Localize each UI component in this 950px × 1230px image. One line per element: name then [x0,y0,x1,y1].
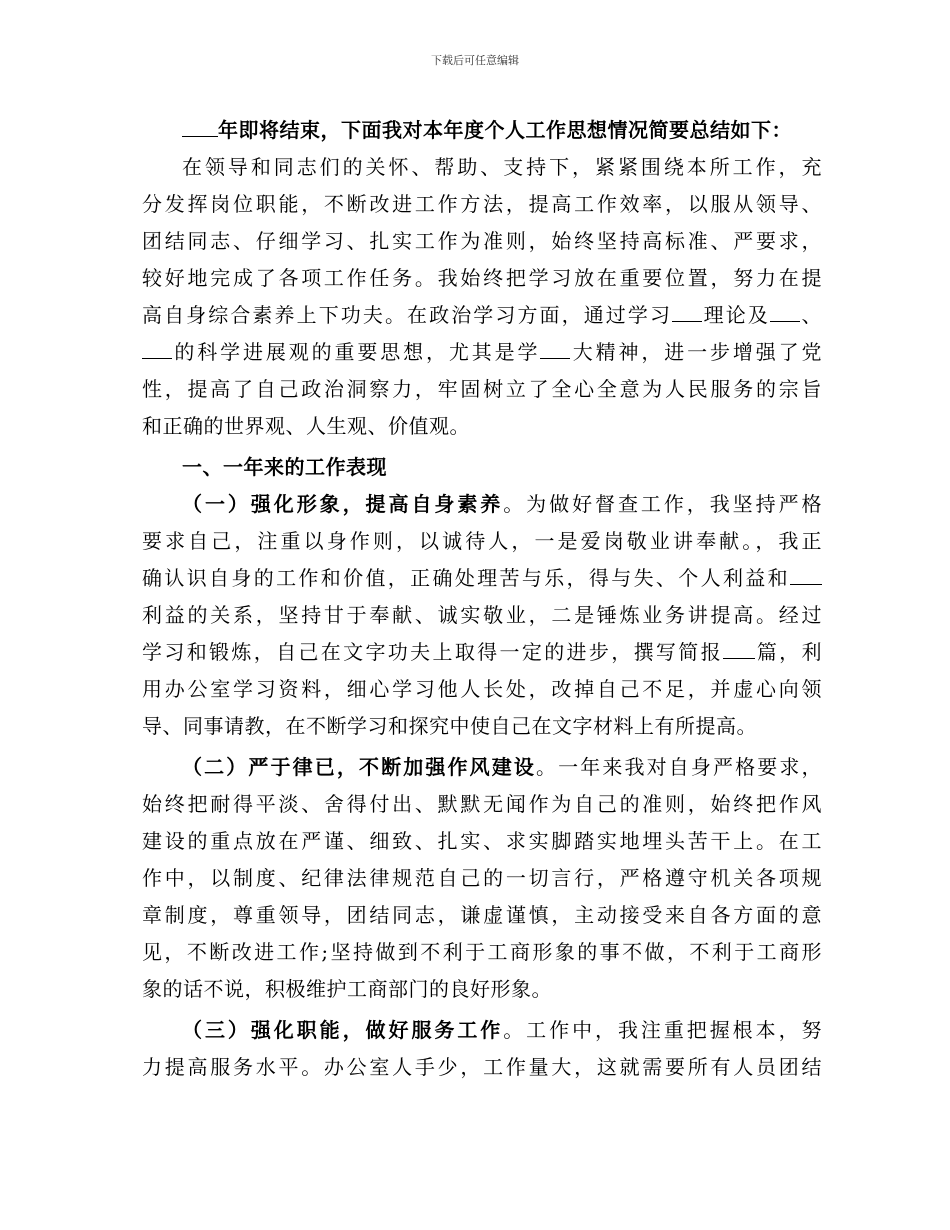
blank-field [723,636,755,659]
subsection-title: （二）严于律已，不断加强作风建设 [182,755,536,779]
blank-field [672,299,702,322]
blank-field [142,336,172,359]
text-line: 象的话不说，积极维护工商部门的良好形象。 [142,977,552,1001]
text-line: 在领导和同志们的关怀、帮助、支持下，紧紧围绕本所工作，充 [182,155,822,179]
page-header: 下载后可任意编辑 [431,54,519,67]
paragraph-intro [142,149,822,445]
text-line: 确认识自身的工作和价值，正确处理苦与乐，得与失、个人利益和 [142,560,822,597]
text-line: 较好地完成了各项工作任务。我始终把学习放在重要位置，努力在提 [142,266,822,290]
intro-line: 年即将结束，下面我对本年度个人工作思想情况简要总结如下： [142,112,822,149]
text-line: 高自身综合素养上下功夫。在政治学习方面，通过学习 理论及 、 [142,297,822,334]
text-line: 分发挥岗位职能，不断改进工作方法，提高工作效率，以服从领导、 [142,192,822,216]
paragraph-section-3 [142,1012,822,1086]
text-line: 章制度，尊重领导，团结同志，谦虚谨慎，主动接受来自各方面的意 [142,903,822,927]
text-line: 团结同志、仔细学习、扎实工作为准则，始终坚持高标准、严要求， [142,229,822,253]
paragraph-section-1 [142,486,822,745]
text-line: 和正确的世界观、人生观、价值观。 [142,414,470,438]
paragraph-section-2 [142,749,822,1008]
text-line: （三）强化职能，做好服务工作。工作中，我注重把握根本，努 [182,1018,823,1042]
text-line: 力提高服务水平。办公室人手少，工作量大，这就需要所有人员团结 [142,1055,822,1079]
text-line: （二）严于律已，不断加强作风建设。一年来我对自身严格要求， [182,755,822,779]
text-line: 见，不断改进工作;坚持做到不利于工商形象的事不做，不利于工商形 [142,940,822,964]
text-line: 始终把耐得平淡、舍得付出、默默无闻作为自己的准则，始终把作风 [142,792,822,816]
text-line: 的科学进展观的重要思想，尤其是学 大精神，进一步增强了党 [142,334,822,371]
subsection-title: （一）强化形象，提高自身素养 [182,492,504,516]
blank-field [182,114,218,137]
blank-field [540,336,570,359]
text-line: 利益的关系，坚持甘于奉献、诚实敬业，二是锤炼业务讲提高。经过 [142,603,822,627]
text-line: 建设的重点放在严谨、细致、扎实、求实脚踏实地埋头苦干上。在工 [142,829,822,853]
subsection-title: （三）强化职能，做好服务工作 [182,1018,504,1042]
blank-field [790,562,822,585]
text-line: 性，提高了自己政治洞察力，牢固树立了全心全意为人民服务的宗旨 [142,377,822,401]
section-heading: 一、一年来的工作表现 [182,455,387,479]
text-line: 要求自己，注重以身作则，以诚待人，一是爱岗敬业讲奉献。，我正 [142,529,822,553]
text-line: 用办公室学习资料，细心学习他人长处，改掉自己不足，并虚心向领 [142,677,822,701]
text-line: 作中，以制度、纪律法律规范自己的一切言行，严格遵守机关各项规 [142,866,822,890]
document-body [142,112,822,1086]
text-line: 导、同事请教，在不断学习和探究中使自己在文字材料上有所提高。 [142,714,757,738]
text-line: （一）强化形象，提高自身素养。为做好督查工作，我坚持严格 [182,492,823,516]
blank-field [770,299,800,322]
text-line: 学习和锻炼，自己在文字功夫上取得一定的进步，撰写简报 篇，利 [142,634,822,671]
